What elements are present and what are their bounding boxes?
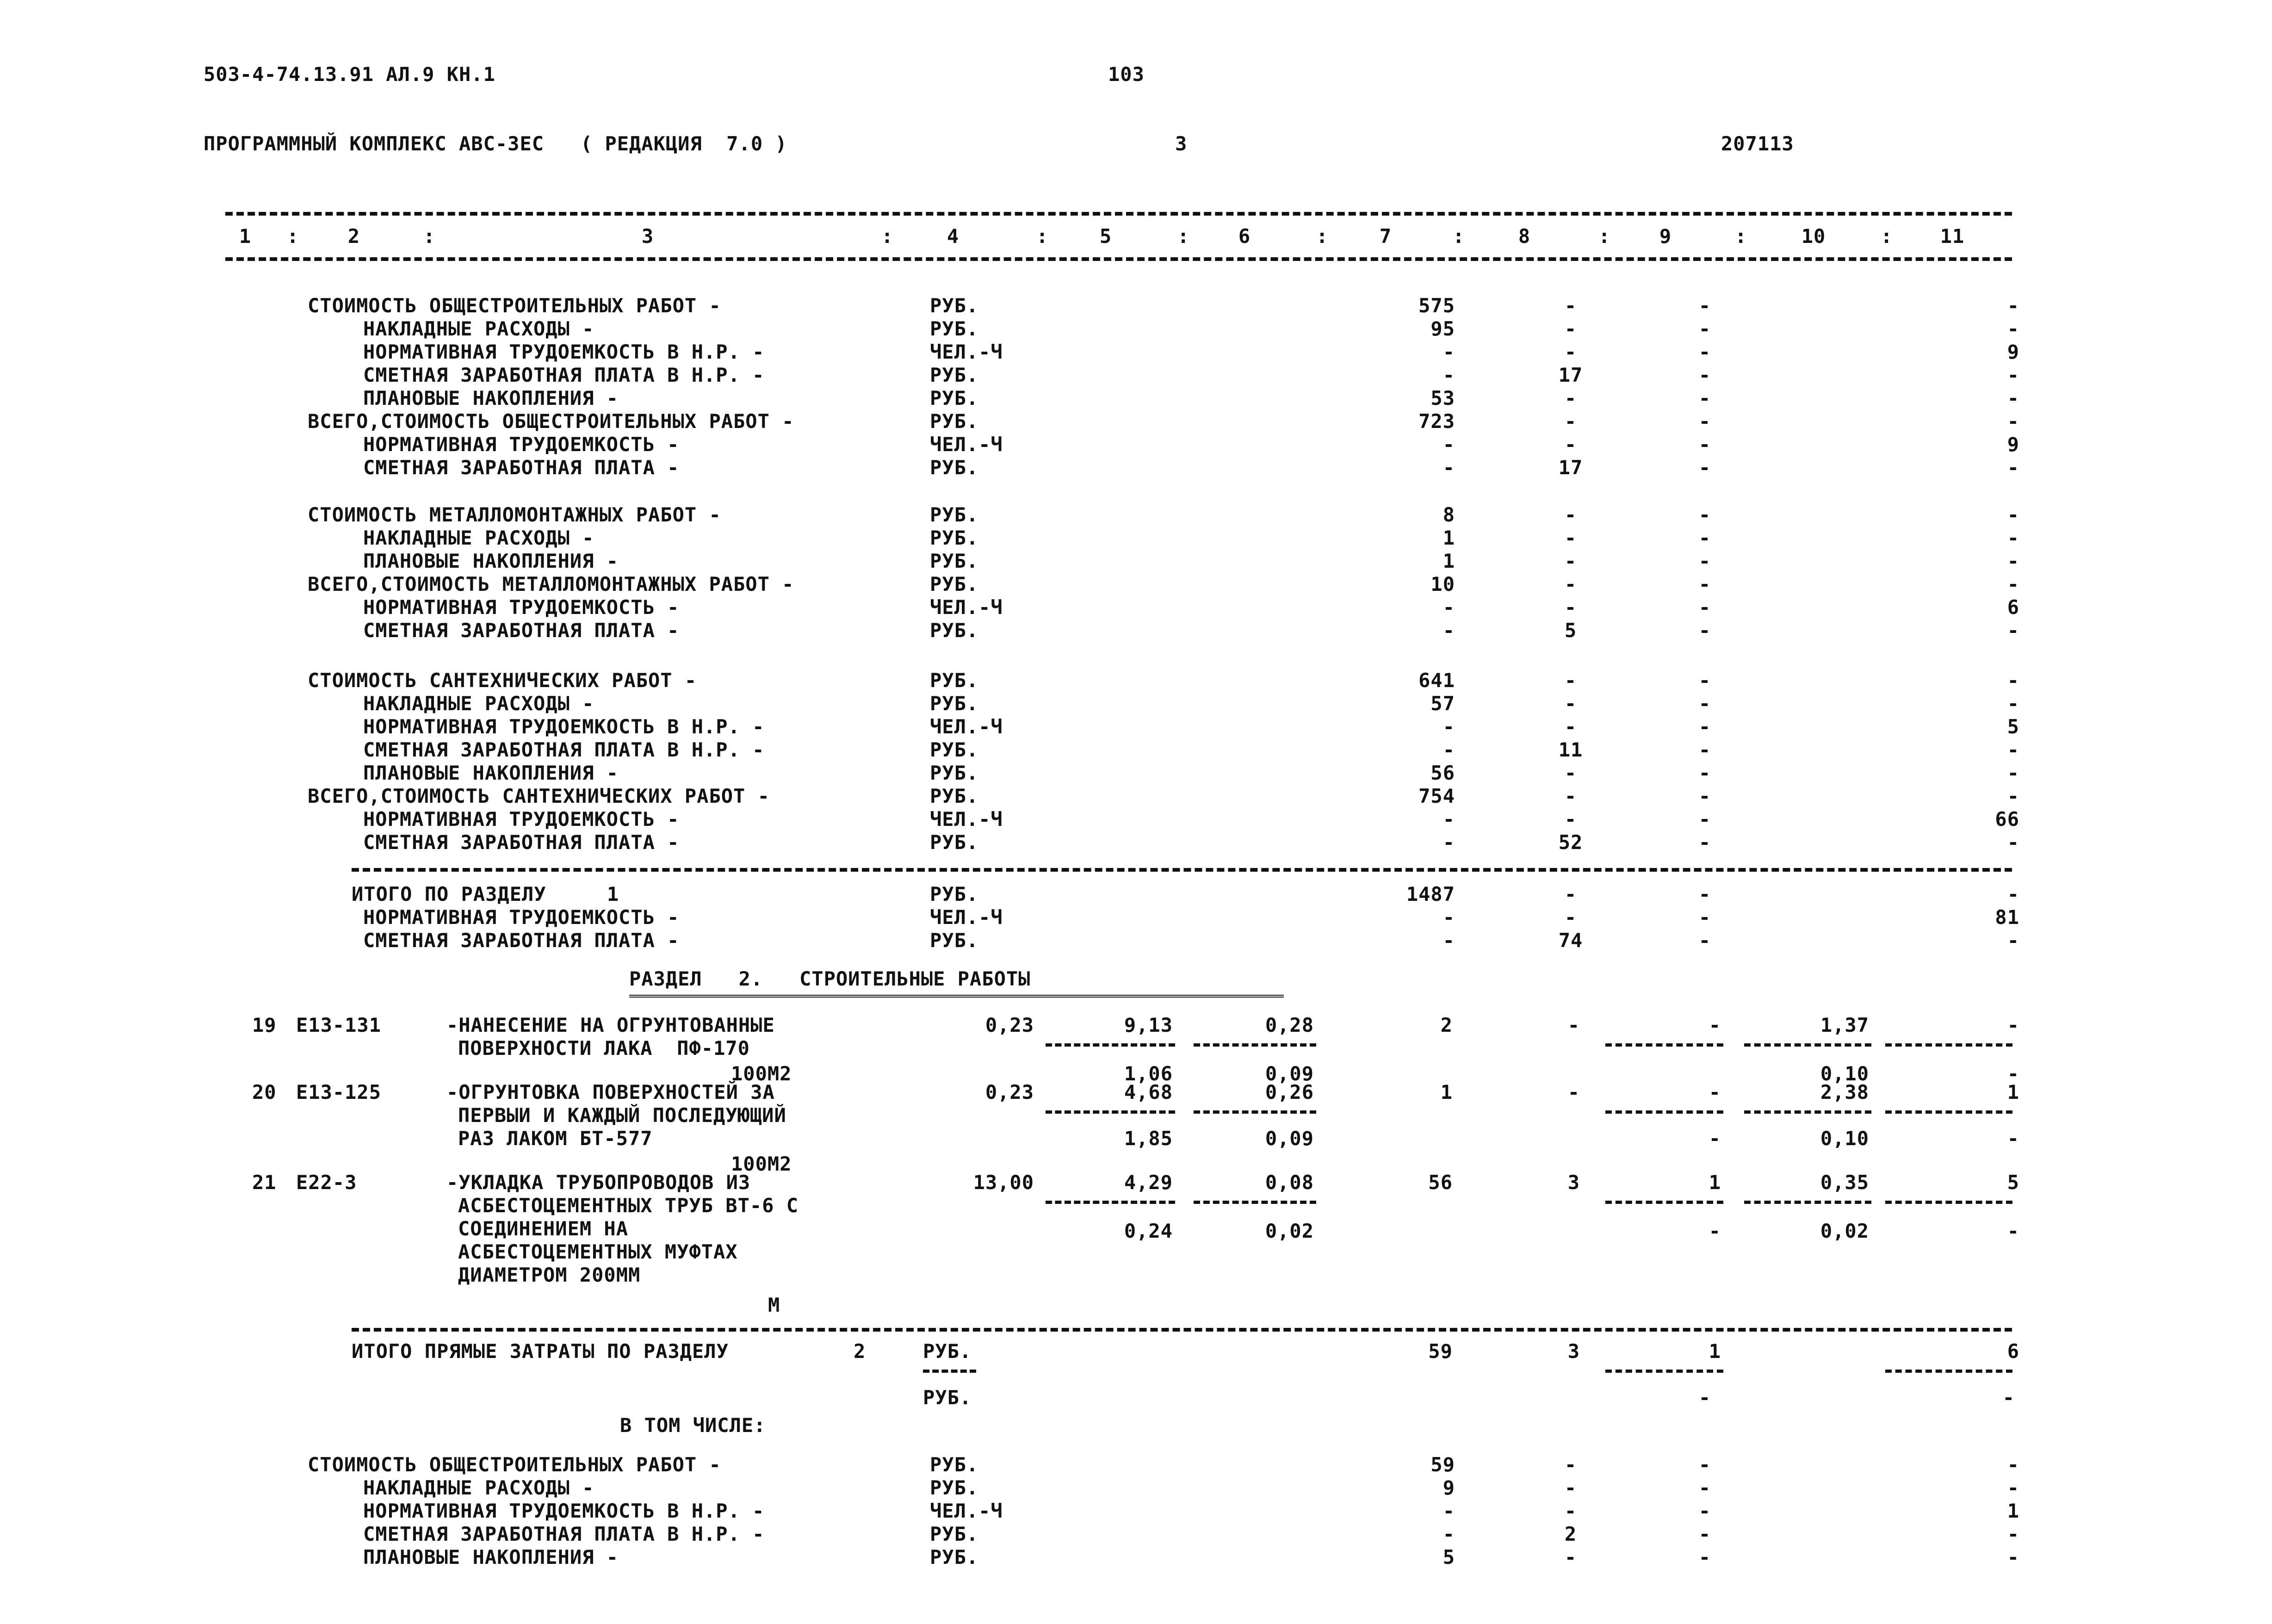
- item-col7: 2: [1440, 1014, 1453, 1036]
- item-rule-col11: [1885, 1110, 2012, 1114]
- item-code: Е13-131: [296, 1014, 382, 1036]
- column-header-1: 1: [239, 225, 252, 248]
- row-col8: -: [1564, 762, 1577, 784]
- row-col11: -: [2007, 387, 2019, 409]
- row-label: СМЕТНАЯ ЗАРАБОТНАЯ ПЛАТА -: [363, 831, 680, 854]
- row-col8: -: [1564, 1453, 1577, 1476]
- row-col8: -: [1564, 527, 1577, 549]
- row-unit: РУБ.: [930, 550, 979, 572]
- section2-total-col9: 1: [1709, 1340, 1721, 1363]
- column-separator: :: [1177, 225, 1190, 248]
- item-col5: 9,13: [1124, 1014, 1173, 1036]
- item-rule-col11: [1885, 1201, 2012, 1204]
- row-col8: -: [1564, 410, 1577, 433]
- item-col6: 0,28: [1265, 1014, 1314, 1036]
- row-col7: 10: [1430, 573, 1455, 595]
- item-col9: 1: [1709, 1171, 1721, 1194]
- item-rule-col10: [1744, 1043, 1871, 1047]
- row-col11: -: [2007, 692, 2019, 715]
- row-label: НОРМАТИВНАЯ ТРУДОЕМКОСТЬ В Н.Р. -: [363, 715, 765, 738]
- column-separator: :: [1881, 225, 1893, 248]
- item-quantity: 0,23: [985, 1014, 1034, 1036]
- row-col8: -: [1564, 503, 1577, 526]
- column-separator: :: [881, 225, 894, 248]
- row-col9: -: [1698, 619, 1711, 642]
- row-label: СМЕТНАЯ ЗАРАБОТНАЯ ПЛАТА -: [363, 619, 680, 642]
- column-header-8: 8: [1518, 225, 1531, 248]
- row-col9: -: [1698, 550, 1711, 572]
- item-unit: М: [768, 1294, 780, 1316]
- row-col9: -: [1698, 929, 1711, 952]
- row-col11: -: [2007, 929, 2019, 952]
- row-col9: -: [1698, 715, 1711, 738]
- item-rule-col9: [1605, 1043, 1723, 1047]
- in-including-label: В ТОМ ЧИСЛЕ:: [620, 1414, 766, 1437]
- row-label: СМЕТНАЯ ЗАРАБОТНАЯ ПЛАТА -: [363, 929, 680, 952]
- row-col11: -: [2007, 669, 2019, 692]
- item-quantity: 0,23: [985, 1081, 1034, 1103]
- total-rule-unit: [923, 1370, 976, 1373]
- row-label: НАКЛАДНЫЕ РАСХОДЫ -: [363, 692, 594, 715]
- row-col9: -: [1698, 831, 1711, 854]
- document-code: 207113: [1721, 132, 1794, 155]
- row-col7: 1: [1442, 550, 1455, 572]
- row-unit: РУБ.: [930, 294, 979, 317]
- row-col9: -: [1698, 1476, 1711, 1499]
- row-col11: 1: [2007, 1500, 2019, 1522]
- row-col11: 9: [2007, 341, 2019, 363]
- item-col11-sub: -: [2007, 1127, 2019, 1150]
- row-label: ПЛАНОВЫЕ НАКОПЛЕНИЯ -: [363, 1546, 619, 1568]
- row-col11: -: [2007, 738, 2019, 761]
- row-col7: 1: [1442, 527, 1455, 549]
- row-col8: -: [1564, 1546, 1577, 1568]
- row-col9: -: [1698, 738, 1711, 761]
- item-col7: 56: [1428, 1171, 1453, 1194]
- row-col11: -: [2007, 294, 2019, 317]
- row-col9: -: [1698, 456, 1711, 479]
- row-col9: -: [1698, 1453, 1711, 1476]
- row-col7: -: [1442, 596, 1455, 619]
- row-col7: -: [1442, 433, 1455, 456]
- item-description-line: АСБЕСТОЦЕМЕНТНЫХ МУФТАХ: [458, 1240, 738, 1263]
- row-unit: РУБ.: [930, 831, 979, 854]
- row-col8: 2: [1564, 1523, 1577, 1545]
- row-col11: 81: [1995, 906, 2019, 929]
- row-col9: -: [1698, 410, 1711, 433]
- column-separator: :: [1735, 225, 1747, 248]
- row-label: ИТОГО ПО РАЗДЕЛУ 1: [352, 883, 619, 905]
- row-col9: -: [1698, 669, 1711, 692]
- row-unit: РУБ.: [930, 1476, 979, 1499]
- column-header-5: 5: [1099, 225, 1112, 248]
- row-label: ПЛАНОВЫЕ НАКОПЛЕНИЯ -: [363, 550, 619, 572]
- row-col7: 5: [1442, 1546, 1455, 1568]
- row-col7: 9: [1442, 1476, 1455, 1499]
- row-col8: -: [1564, 387, 1577, 409]
- row-col8: -: [1564, 785, 1577, 807]
- row-col9: -: [1698, 341, 1711, 363]
- row-col7: 723: [1418, 410, 1455, 433]
- row-unit: ЧЕЛ.-Ч: [930, 906, 1003, 929]
- row-unit: ЧЕЛ.-Ч: [930, 715, 1003, 738]
- row-unit: ЧЕЛ.-Ч: [930, 596, 1003, 619]
- row-col7: -: [1442, 929, 1455, 952]
- row-unit: РУБ.: [930, 669, 979, 692]
- row-col11: -: [2007, 1453, 2019, 1476]
- row-col7: 56: [1430, 762, 1455, 784]
- row-label: ПЛАНОВЫЕ НАКОПЛЕНИЯ -: [363, 762, 619, 784]
- row-label: НОРМАТИВНАЯ ТРУДОЕМКОСТЬ -: [363, 596, 680, 619]
- row-col11: -: [2007, 317, 2019, 340]
- header-rule-bottom: [225, 257, 2012, 261]
- item-col10: 0,35: [1820, 1171, 1869, 1194]
- row-unit: РУБ.: [930, 883, 979, 905]
- row-col7: -: [1442, 619, 1455, 642]
- item-col10: 2,38: [1820, 1081, 1869, 1103]
- row-unit: РУБ.: [930, 456, 979, 479]
- row-col7: 53: [1430, 387, 1455, 409]
- row-col11: -: [2007, 1546, 2019, 1568]
- row-col8: 74: [1558, 929, 1583, 952]
- row-col11: -: [2007, 364, 2019, 386]
- row-col8: -: [1564, 1500, 1577, 1522]
- item-col6: 0,26: [1265, 1081, 1314, 1103]
- item-rule-col10: [1744, 1110, 1871, 1114]
- section2-total-col11: 6: [2007, 1340, 2019, 1363]
- item-col9: -: [1709, 1081, 1721, 1103]
- item-rule-col11: [1885, 1043, 2012, 1047]
- item-col8: -: [1567, 1014, 1580, 1036]
- row-col7: 575: [1418, 294, 1455, 317]
- item-rule-col5: [1046, 1043, 1175, 1047]
- item-rule-col10: [1744, 1201, 1871, 1204]
- item-col8: 3: [1567, 1171, 1580, 1194]
- item-description-line: ПОВЕРХНОСТИ ЛАКА ПФ-170: [458, 1037, 750, 1060]
- item-col6-sub: 0,09: [1265, 1062, 1314, 1085]
- column-header-2: 2: [347, 225, 360, 248]
- row-col9: -: [1698, 364, 1711, 386]
- row-label: ПЛАНОВЫЕ НАКОПЛЕНИЯ -: [363, 387, 619, 409]
- item-number: 20: [252, 1081, 277, 1103]
- section2-total-label: ИТОГО ПРЯМЫЕ ЗАТРАТЫ ПО РАЗДЕЛУ: [352, 1340, 729, 1363]
- row-col8: -: [1564, 294, 1577, 317]
- row-unit: РУБ.: [930, 929, 979, 952]
- item-col5-sub: 0,24: [1124, 1220, 1173, 1242]
- column-separator: :: [287, 225, 299, 248]
- row-col8: 17: [1558, 364, 1583, 386]
- row-col11: -: [2007, 619, 2019, 642]
- page-number: 103: [1108, 63, 1145, 86]
- item-description-line: АСБЕСТОЦЕМЕНТНЫХ ТРУБ ВТ-6 С: [458, 1194, 799, 1217]
- item-number: 21: [252, 1171, 277, 1194]
- row-col7: -: [1442, 831, 1455, 854]
- row-col8: -: [1564, 1476, 1577, 1499]
- item-col10-sub: 0,02: [1820, 1220, 1869, 1242]
- row-col9: -: [1698, 785, 1711, 807]
- item-number: 19: [252, 1014, 277, 1036]
- item-col9-sub: -: [1709, 1127, 1721, 1150]
- row-unit: ЧЕЛ.-Ч: [930, 433, 1003, 456]
- row-col9: -: [1698, 503, 1711, 526]
- row-col8: 52: [1558, 831, 1583, 854]
- item-code: Е13-125: [296, 1081, 382, 1103]
- row-col11: 9: [2007, 433, 2019, 456]
- row-label: НОРМАТИВНАЯ ТРУДОЕМКОСТЬ В Н.Р. -: [363, 1500, 765, 1522]
- item-col5: 4,29: [1124, 1171, 1173, 1194]
- row-col9: -: [1698, 906, 1711, 929]
- row-label: СТОИМОСТЬ ОБЩЕСТРОИТЕЛЬНЫХ РАБОТ -: [308, 294, 721, 317]
- item-col8: -: [1567, 1081, 1580, 1103]
- row-col11: -: [2007, 503, 2019, 526]
- item-rule-col6: [1194, 1110, 1316, 1114]
- row-label: СМЕТНАЯ ЗАРАБОТНАЯ ПЛАТА -: [363, 456, 680, 479]
- row-col11: -: [2007, 785, 2019, 807]
- row-label: ВСЕГО,СТОИМОСТЬ САНТЕХНИЧЕСКИХ РАБОТ -: [308, 785, 770, 807]
- row-col9: -: [1698, 527, 1711, 549]
- item-rule-col9: [1605, 1201, 1723, 1204]
- row-col8: -: [1564, 433, 1577, 456]
- row-unit: РУБ.: [930, 1523, 979, 1545]
- doc-code: 503-4-74.13.91 АЛ.9 КН.1: [204, 63, 495, 86]
- header-rule-top: [225, 212, 2012, 216]
- item-col5-sub: 1,06: [1124, 1062, 1173, 1085]
- column-header-3: 3: [641, 225, 654, 248]
- section2-total-unit: РУБ.: [923, 1340, 972, 1363]
- row-col7: 95: [1430, 317, 1455, 340]
- row-col11: -: [2007, 573, 2019, 595]
- row-unit: РУБ.: [930, 503, 979, 526]
- row-col7: -: [1442, 364, 1455, 386]
- item-description-line: СОЕДИНЕНИЕМ НА: [458, 1217, 629, 1240]
- row-unit: РУБ.: [930, 573, 979, 595]
- row-col8: -: [1564, 573, 1577, 595]
- row-col7: -: [1442, 341, 1455, 363]
- section2-total-number: 2: [854, 1340, 866, 1363]
- row-col7: 754: [1418, 785, 1455, 807]
- row-col11: -: [2007, 456, 2019, 479]
- row-unit: ЧЕЛ.-Ч: [930, 341, 1003, 363]
- section2-total-rule: [352, 1328, 2012, 1332]
- item-unit: 100М2: [731, 1153, 792, 1175]
- row-col7: 641: [1418, 669, 1455, 692]
- item-col9: -: [1709, 1014, 1721, 1036]
- row-col9: -: [1698, 433, 1711, 456]
- section2-total2-col9: -: [1698, 1386, 1711, 1409]
- total-rule-col11: [1885, 1370, 2012, 1373]
- item-col6-sub: 0,02: [1265, 1220, 1314, 1242]
- row-col11: -: [2007, 1523, 2019, 1545]
- row-unit: РУБ.: [930, 1453, 979, 1476]
- item-description-line: -НАНЕСЕНИЕ НА ОГРУНТОВАННЫЕ: [446, 1014, 775, 1036]
- row-unit: РУБ.: [930, 692, 979, 715]
- row-label: НАКЛАДНЫЕ РАСХОДЫ -: [363, 1476, 594, 1499]
- section2-total-col8: 3: [1567, 1340, 1580, 1363]
- item-description-line: ДИАМЕТРОМ 200ММ: [458, 1264, 641, 1286]
- item-unit: 100М2: [731, 1062, 792, 1085]
- row-col7: -: [1442, 906, 1455, 929]
- row-col8: -: [1564, 883, 1577, 905]
- row-unit: РУБ.: [930, 619, 979, 642]
- row-unit: РУБ.: [930, 410, 979, 433]
- row-label: НОРМАТИВНАЯ ТРУДОЕМКОСТЬ -: [363, 433, 680, 456]
- row-col8: -: [1564, 808, 1577, 831]
- row-col9: -: [1698, 317, 1711, 340]
- row-unit: РУБ.: [930, 317, 979, 340]
- column-header-11: 11: [1940, 225, 1965, 248]
- row-label: СМЕТНАЯ ЗАРАБОТНАЯ ПЛАТА В Н.Р. -: [363, 364, 765, 386]
- row-col9: -: [1698, 808, 1711, 831]
- row-label: ВСЕГО,СТОИМОСТЬ МЕТАЛЛОМОНТАЖНЫХ РАБОТ -: [308, 573, 794, 595]
- item-col5-sub: 1,85: [1124, 1127, 1173, 1150]
- row-col9: -: [1698, 294, 1711, 317]
- row-unit: РУБ.: [930, 527, 979, 549]
- section2-total-col7: 59: [1428, 1340, 1453, 1363]
- section2-title: РАЗДЕЛ 2. СТРОИТЕЛЬНЫЕ РАБОТЫ: [629, 967, 1031, 990]
- section2-total2-col11: -: [2002, 1386, 2015, 1409]
- row-col7: 57: [1430, 692, 1455, 715]
- row-unit: РУБ.: [930, 364, 979, 386]
- column-header-4: 4: [947, 225, 960, 248]
- section2-title-underline: [629, 995, 1284, 998]
- row-col11: 66: [1995, 808, 2019, 831]
- item-col11-sub: -: [2007, 1062, 2019, 1085]
- row-col7: -: [1442, 808, 1455, 831]
- item-col6: 0,08: [1265, 1171, 1314, 1194]
- item-col11: 5: [2007, 1171, 2019, 1194]
- sheet-number: 3: [1175, 132, 1188, 155]
- row-col8: 17: [1558, 456, 1583, 479]
- column-separator: :: [1598, 225, 1611, 248]
- row-col11: -: [2007, 527, 2019, 549]
- row-unit: РУБ.: [930, 785, 979, 807]
- row-col8: -: [1564, 715, 1577, 738]
- row-col7: -: [1442, 715, 1455, 738]
- item-col10: 1,37: [1820, 1014, 1869, 1036]
- row-col11: -: [2007, 762, 2019, 784]
- row-unit: ЧЕЛ.-Ч: [930, 808, 1003, 831]
- row-col8: -: [1564, 596, 1577, 619]
- column-separator: :: [423, 225, 436, 248]
- row-label: СМЕТНАЯ ЗАРАБОТНАЯ ПЛАТА В Н.Р. -: [363, 738, 765, 761]
- row-col7: -: [1442, 738, 1455, 761]
- item-rule-col6: [1194, 1043, 1316, 1047]
- row-label: НАКЛАДНЫЕ РАСХОДЫ -: [363, 527, 594, 549]
- item-col10-sub: 0,10: [1820, 1127, 1869, 1150]
- row-unit: РУБ.: [930, 762, 979, 784]
- row-col7: -: [1442, 1523, 1455, 1545]
- row-col8: -: [1564, 669, 1577, 692]
- column-separator: :: [1453, 225, 1465, 248]
- item-col10-sub: 0,10: [1820, 1062, 1869, 1085]
- row-col9: -: [1698, 1523, 1711, 1545]
- program-title: ПРОГРАММНЫЙ КОМПЛЕКС АВС-3ЕС ( РЕДАКЦИЯ 7.0 ): [204, 132, 787, 155]
- row-col8: -: [1564, 550, 1577, 572]
- row-col11: -: [2007, 831, 2019, 854]
- item-col5: 4,68: [1124, 1081, 1173, 1103]
- row-label: НОРМАТИВНАЯ ТРУДОЕМКОСТЬ -: [363, 906, 680, 929]
- row-col11: -: [2007, 883, 2019, 905]
- row-unit: РУБ.: [930, 387, 979, 409]
- row-label: СМЕТНАЯ ЗАРАБОТНАЯ ПЛАТА В Н.Р. -: [363, 1523, 765, 1545]
- section2-total2-unit: РУБ.: [923, 1386, 972, 1409]
- row-col8: -: [1564, 341, 1577, 363]
- row-col11: -: [2007, 410, 2019, 433]
- item-description-line: -ОГРУНТОВКА ПОВЕРХНОСТЕЙ ЗА: [446, 1081, 775, 1103]
- row-unit: ЧЕЛ.-Ч: [930, 1500, 1003, 1522]
- row-label: СТОИМОСТЬ МЕТАЛЛОМОНТАЖНЫХ РАБОТ -: [308, 503, 721, 526]
- row-col8: -: [1564, 692, 1577, 715]
- item-rule-col5: [1046, 1201, 1175, 1204]
- section1-rule: [352, 868, 2012, 872]
- row-col7: -: [1442, 1500, 1455, 1522]
- row-label: НОРМАТИВНАЯ ТРУДОЕМКОСТЬ В Н.Р. -: [363, 341, 765, 363]
- row-col9: -: [1698, 883, 1711, 905]
- item-description-line: ПЕРВЫИ И КАЖДЫЙ ПОСЛЕДУЮЩИЙ: [458, 1104, 786, 1127]
- row-col8: -: [1564, 317, 1577, 340]
- column-header-6: 6: [1238, 225, 1251, 248]
- row-label: НАКЛАДНЫЕ РАСХОДЫ -: [363, 317, 594, 340]
- row-col11: -: [2007, 1476, 2019, 1499]
- row-col8: 11: [1558, 738, 1583, 761]
- item-col6-sub: 0,09: [1265, 1127, 1314, 1150]
- row-label: СТОИМОСТЬ САНТЕХНИЧЕСКИХ РАБОТ -: [308, 669, 697, 692]
- column-header-9: 9: [1659, 225, 1672, 248]
- row-col9: -: [1698, 1500, 1711, 1522]
- row-col11: 5: [2007, 715, 2019, 738]
- column-separator: :: [1036, 225, 1049, 248]
- row-col9: -: [1698, 692, 1711, 715]
- row-label: НОРМАТИВНАЯ ТРУДОЕМКОСТЬ -: [363, 808, 680, 831]
- row-col11: -: [2007, 550, 2019, 572]
- row-col9: -: [1698, 596, 1711, 619]
- row-unit: РУБ.: [930, 738, 979, 761]
- row-col7: 8: [1442, 503, 1455, 526]
- row-col7: 1487: [1406, 883, 1455, 905]
- item-description-line: -УКЛАДКА ТРУБОПРОВОДОВ ИЗ: [446, 1171, 751, 1194]
- total-rule-col9: [1605, 1370, 1723, 1373]
- item-rule-col6: [1194, 1201, 1316, 1204]
- row-col8: 5: [1564, 619, 1577, 642]
- row-col9: -: [1698, 762, 1711, 784]
- row-label: ВСЕГО,СТОИМОСТЬ ОБЩЕСТРОИТЕЛЬНЫХ РАБОТ -: [308, 410, 794, 433]
- row-col9: -: [1698, 387, 1711, 409]
- item-col11-sub: -: [2007, 1220, 2019, 1242]
- column-header-10: 10: [1801, 225, 1826, 248]
- row-col9: -: [1698, 573, 1711, 595]
- item-code: Е22-3: [296, 1171, 357, 1194]
- column-separator: :: [1316, 225, 1329, 248]
- row-col7: 59: [1430, 1453, 1455, 1476]
- item-col11: 1: [2007, 1081, 2019, 1103]
- item-col7: 1: [1440, 1081, 1453, 1103]
- item-rule-col9: [1605, 1110, 1723, 1114]
- row-col8: -: [1564, 906, 1577, 929]
- item-col9-sub: -: [1709, 1220, 1721, 1242]
- row-col9: -: [1698, 1546, 1711, 1568]
- item-rule-col5: [1046, 1110, 1175, 1114]
- column-header-7: 7: [1379, 225, 1392, 248]
- row-label: СТОИМОСТЬ ОБЩЕСТРОИТЕЛЬНЫХ РАБОТ -: [308, 1453, 721, 1476]
- row-col11: 6: [2007, 596, 2019, 619]
- item-col11: -: [2007, 1014, 2019, 1036]
- row-col7: -: [1442, 456, 1455, 479]
- item-quantity: 13,00: [973, 1171, 1034, 1194]
- item-description-line: РАЗ ЛАКОМ БТ-577: [458, 1127, 653, 1150]
- row-unit: РУБ.: [930, 1546, 979, 1568]
